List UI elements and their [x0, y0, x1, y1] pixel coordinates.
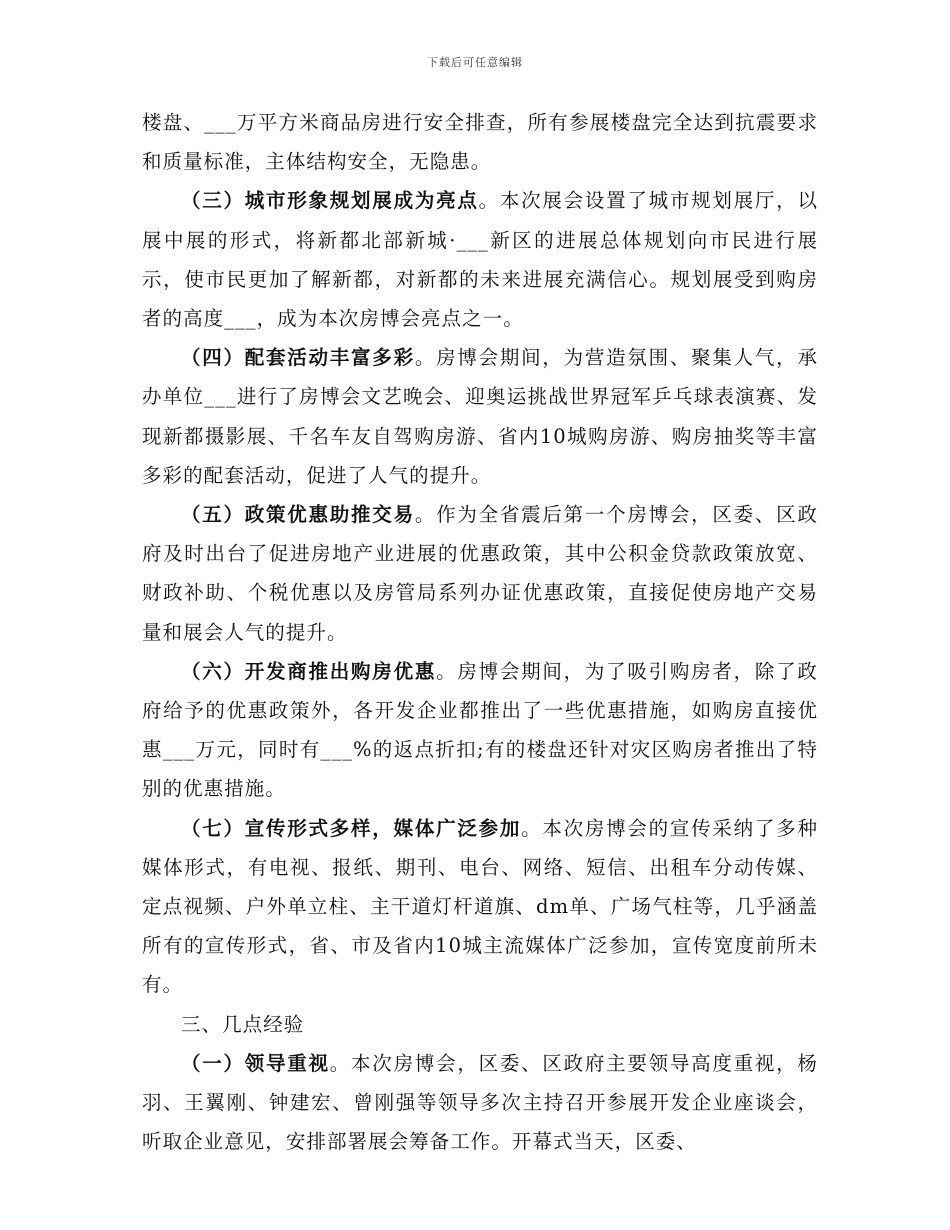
section-heading [142, 1005, 818, 1044]
paragraph-heading: （四）配套活动丰富多彩 [181, 346, 415, 370]
paragraph-text: 。本次房博会，区委、区政府主要领导高度重视，杨羽、王翼刚、钟建宏、曾刚强等领导多次主持召开参展开发企业座谈会，听取企业意见，安排部署展会筹备工作。开幕式当天，区委、 [142, 1051, 818, 1154]
paragraph-6 [142, 652, 818, 809]
paragraph-7 [142, 809, 818, 1005]
paragraph-heading: （五）政策优惠助推交易 [181, 503, 415, 527]
paragraph-text: 。本次展会设置了城市规划展厅，以展中展的形式，将新都北部新城·___新区的进展总体规划向市民进行展示，使市民更加了解新都，对新都的未来进展充满信心。规划展受到购房者的高度___，成为本次房博会亮点之一。 [142, 189, 818, 331]
paragraph-heading: （三）城市形象规划展成为亮点 [181, 189, 479, 213]
document-body [142, 103, 818, 1161]
paragraph-text: 。房博会期间，为营造氛围、聚集人气，承办单位___进行了房博会文艺晚会、迎奥运挑战世界冠军乒乓球表演赛、发现新都摄影展、千名车友自驾购房游、省内10城购房游、购房抽奖等丰富多彩的配套活动，促进了人气的提升。 [142, 346, 818, 487]
paragraph-3 [142, 181, 818, 338]
paragraph-text: 楼盘、___万平方米商品房进行安全排查，所有参展楼盘完全达到抗震要求和质量标准，主体结构安全，无隐患。 [142, 111, 818, 174]
paragraph-text: 。作为全省震后第一个房博会，区委、区政府及时出台了促进房地产业进展的优惠政策，其中公积金贷款政策放宽、财政补助、个税优惠以及房管局系列办证优惠政策，直接促使房地产交易量和展会人气的提升。 [142, 503, 818, 644]
section-heading-text: 三、几点经验 [181, 1012, 305, 1036]
paragraph-text: 。本次房博会的宣传采纳了多种媒体形式，有电视、报纸、期刊、电台、网络、短信、出租车分动传媒、定点视频、户外单立柱、主干道灯杆道旗、dm单、广场气柱等，几乎涵盖所有的宣传形式，省、市及省内10城主流媒体广泛参加，宣传宽度前所未有。 [142, 816, 818, 997]
paragraph-5 [142, 495, 818, 652]
paragraph-heading: （六）开发商推出购房优惠 [181, 659, 437, 683]
page-header: 下载后可任意编辑 [427, 56, 523, 69]
paragraph-4 [142, 338, 818, 495]
paragraph-heading: （一）领导重视 [181, 1051, 330, 1075]
paragraph-heading: （七）宣传形式多样，媒体广泛参加 [181, 816, 522, 840]
paragraph-text: 。房博会期间，为了吸引购房者，除了政府给予的优惠政策外，各开发企业都推出了一些优惠措施，如购房直接优惠___万元，同时有___%的返点折扣;有的楼盘还针对灾区购房者推出了特别的优惠措施。 [142, 659, 818, 801]
paragraph-continuation [142, 103, 818, 181]
paragraph-experience-1 [142, 1044, 818, 1162]
